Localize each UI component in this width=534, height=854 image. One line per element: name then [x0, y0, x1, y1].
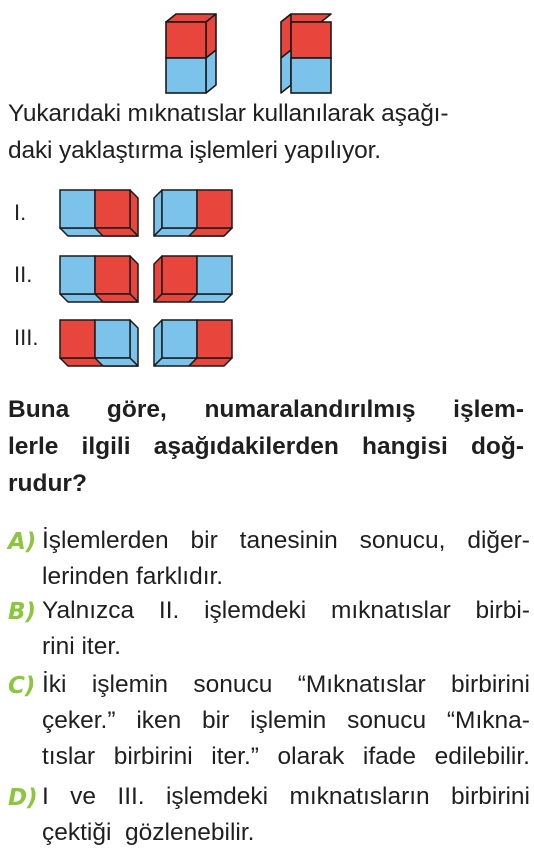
row-3-pair-left — [58, 318, 138, 366]
question-word: doğ- — [470, 433, 524, 460]
option-word: işlemin — [91, 671, 169, 698]
option-c-line-1[interactable] — [42, 671, 530, 699]
option-a-line-1[interactable] — [42, 527, 530, 555]
option-word: tanesinin — [239, 527, 338, 554]
row-3-pair-right — [152, 318, 232, 366]
intro-line-1: Yukarıdaki mıknatıslar kullanılarak aşağı- — [8, 100, 449, 127]
question-word: Buna — [8, 396, 70, 423]
row-1-pair-right — [152, 188, 232, 236]
option-c-line-2[interactable] — [42, 707, 530, 735]
option-word: İşlemlerden — [42, 527, 169, 554]
row-label-1: I. — [14, 200, 27, 225]
option-word: bir — [202, 707, 230, 734]
option-word: birbi- — [475, 597, 530, 624]
option-word: işlemdeki — [165, 783, 269, 810]
option-word: İki — [42, 671, 67, 698]
option-word: işlemin — [250, 707, 327, 734]
question-word: numaralandırılmış — [204, 396, 416, 423]
row-2-pair-right — [152, 254, 232, 302]
option-word: “Mıkna- — [446, 707, 530, 734]
option-word: sonucu — [347, 707, 427, 734]
option-word: Yalnızca — [42, 597, 135, 624]
option-word: mıknatıslar — [330, 597, 451, 624]
question-line-2 — [8, 433, 524, 461]
intro-line-2: daki yaklaştırma işlemleri yapılıyor. — [8, 137, 381, 164]
option-word: olarak — [277, 743, 345, 770]
option-word: iter.” — [211, 743, 259, 770]
option-word: “Mıknatıslar — [297, 671, 426, 698]
option-word: birbirini — [451, 783, 530, 810]
option-word: iken — [136, 707, 182, 734]
option-word: sonucu, — [359, 527, 446, 554]
question-word: aşağıdakilerden — [153, 433, 339, 460]
option-word: II. — [158, 597, 180, 624]
option-word: mıknatısların — [289, 783, 430, 810]
option-word: ifade — [362, 743, 417, 770]
option-word: tıslar — [42, 743, 96, 770]
vertical-magnet-left — [164, 12, 224, 92]
option-word: I — [42, 783, 49, 810]
question-word: işlem- — [453, 396, 524, 423]
option-d-letter[interactable]: D) — [8, 785, 38, 811]
option-word: bir — [190, 527, 218, 554]
question-line-3: rudur? — [8, 470, 87, 497]
option-word: ve — [70, 783, 97, 810]
option-d-line-2[interactable]: çektiği gözlenebilir. — [42, 819, 255, 846]
row-1-pair-left — [58, 188, 138, 236]
option-word: diğer- — [467, 527, 530, 554]
option-word: III. — [117, 783, 145, 810]
question-word: lerle — [8, 433, 59, 460]
option-d-line-1[interactable] — [42, 783, 530, 811]
option-b-letter[interactable]: B) — [8, 599, 37, 625]
question-line-1 — [8, 396, 524, 424]
option-word: sonucu — [193, 671, 273, 698]
option-word: işlemdeki — [204, 597, 307, 624]
row-label-3: III. — [14, 325, 39, 350]
option-a-line-2[interactable]: lerinden farklıdır. — [42, 563, 224, 590]
vertical-magnet-right — [279, 12, 339, 92]
option-b-line-1[interactable] — [42, 597, 530, 625]
option-b-line-2[interactable]: rini iter. — [42, 633, 121, 660]
option-c-line-3[interactable] — [42, 743, 530, 771]
question-word: göre, — [106, 396, 167, 423]
question-word: hangisi — [362, 433, 448, 460]
option-a-letter[interactable]: A) — [8, 529, 37, 555]
option-word: çeker.” — [42, 707, 116, 734]
option-c-letter[interactable]: C) — [8, 673, 36, 699]
row-2-pair-left — [58, 254, 138, 302]
option-word: birbirini — [450, 671, 530, 698]
option-word: birbirini — [113, 743, 193, 770]
row-label-2: II. — [14, 262, 33, 287]
question-word: ilgili — [81, 433, 131, 460]
option-word: edilebilir. — [434, 743, 530, 770]
